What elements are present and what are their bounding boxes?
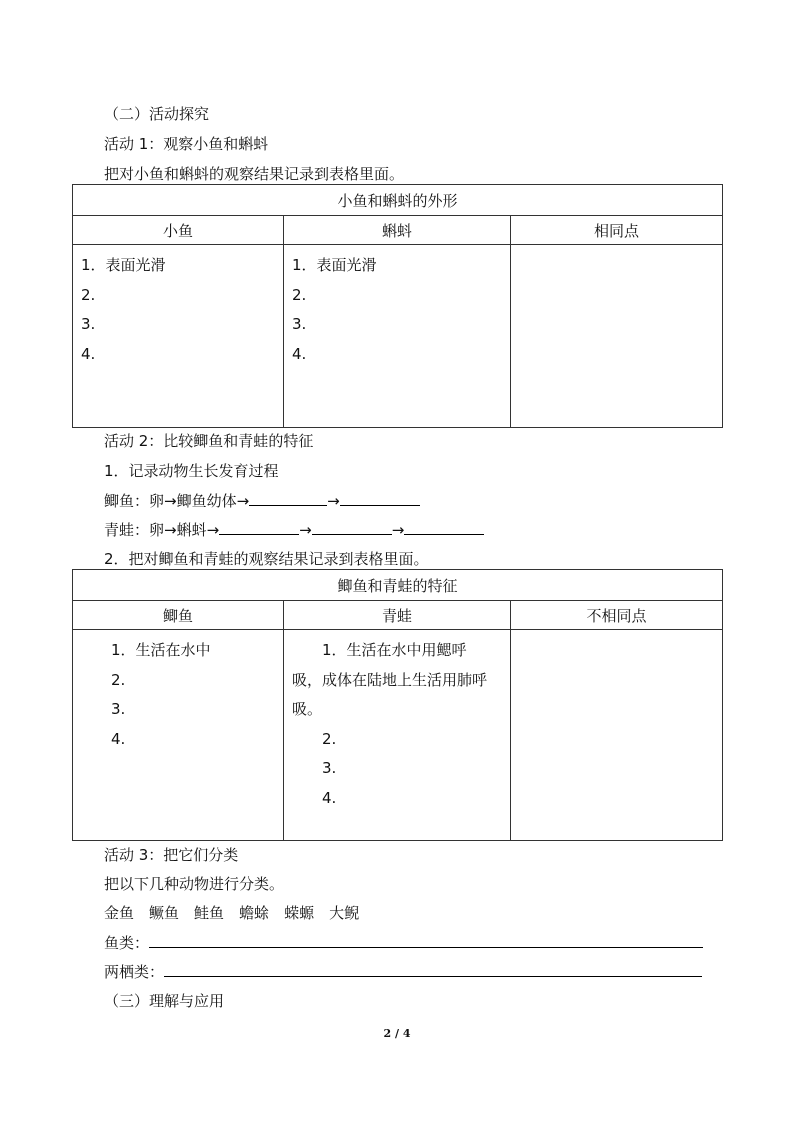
list-item: 1．表面光滑 [81,256,166,274]
list-item: 2. [322,729,337,748]
list-item-wrap: 吸。 [292,700,323,718]
amphibian-class-answer-line[interactable] [164,962,702,977]
table1-cell-tadpole[interactable] [284,245,511,428]
amphibian-class-label: 两栖类： [104,963,165,981]
table1-cell-same[interactable] [511,245,723,428]
animal-name: 鲑鱼 [194,904,225,922]
list-item: 4. [322,788,337,807]
activity1-instruction: 把对小鱼和蝌蚪的观察结果记录到表格里面。 [104,165,405,183]
table-crucian-frog [72,569,723,841]
fish-stage-blank-2[interactable] [340,491,420,506]
activity1-title: 活动 1：观察小鱼和蝌蚪 [104,135,269,153]
activity2-title: 活动 2：比较鲫鱼和青蛙的特征 [104,432,314,450]
animal-name: 金鱼 [104,904,135,922]
list-item: 2. [111,670,126,689]
table1-header-same: 相同点 [511,216,723,245]
table2-caption: 鲫鱼和青蛙的特征 [73,570,723,601]
table-fish-tadpole [72,184,723,428]
list-item: 1．生活在水中用鳃呼 [322,641,467,659]
activity2-step1: 1．记录动物生长发育过程 [104,462,279,480]
frog-stage-blank-1[interactable] [219,520,299,535]
list-item-wrap: 吸，成体在陆地上生活用肺呼 [292,670,488,689]
list-item: 3. [292,315,307,333]
arrow-text: → [391,521,405,539]
fish-stage-blank-1[interactable] [249,491,327,506]
frog-stage-blank-3[interactable] [404,520,484,535]
list-item: 3. [322,759,337,777]
section2-heading: （二）活动探究 [104,105,210,123]
animal-name: 蝾螈 [284,904,315,922]
animal-name: 大鲵 [329,904,360,922]
animal-list [104,903,359,923]
table2-header-frog: 青蛙 [284,601,511,630]
table1-caption: 小鱼和蝌蚪的外形 [73,185,723,216]
frog-stage-blank-2[interactable] [312,520,392,535]
activity3-title: 活动 3：把它们分类 [104,846,239,864]
list-item: 3. [81,315,96,333]
activity2-step2: 2．把对鲫鱼和青蛙的观察结果记录到表格里面。 [104,550,429,568]
table1-cell-fish[interactable] [73,245,284,428]
table2-cell-crucian[interactable] [73,630,284,841]
section3-heading: （三）理解与应用 [104,992,225,1010]
animal-name: 鳜鱼 [149,904,180,922]
frog-process-label: 青蛙：卵→蝌蚪→ [104,521,220,539]
table1-header-tadpole: 蝌蚪 [284,216,511,245]
page-number: 2 / 4 [383,1027,411,1040]
arrow-text: → [299,521,312,539]
table2-cell-frog[interactable] [284,630,511,841]
table2-header-crucian: 鲫鱼 [73,601,284,630]
list-item: 1．表面光滑 [292,256,377,274]
fish-growth-process [104,491,420,511]
list-item: 2. [292,285,307,304]
fish-class-label: 鱼类： [104,934,150,952]
frog-growth-process [104,520,484,540]
list-item: 1．生活在水中 [111,641,211,659]
list-item: 4. [81,344,96,363]
list-item: 4. [292,344,307,363]
animal-name: 蟾蜍 [239,904,270,922]
fish-process-label: 鲫鱼：卵→鲫鱼幼体→ [104,492,250,510]
table2-header-different: 不相同点 [511,601,723,630]
table2-cell-different[interactable] [511,630,723,841]
list-item: 4. [111,729,126,748]
table1-header-fish: 小鱼 [73,216,284,245]
fish-class-answer-line[interactable] [149,933,703,948]
list-item: 2. [81,285,96,304]
arrow-text: → [327,492,340,510]
list-item: 3. [111,700,126,718]
amphibian-class-row [104,962,702,982]
activity3-instruction: 把以下几种动物进行分类。 [104,875,285,893]
fish-class-row [104,933,703,953]
